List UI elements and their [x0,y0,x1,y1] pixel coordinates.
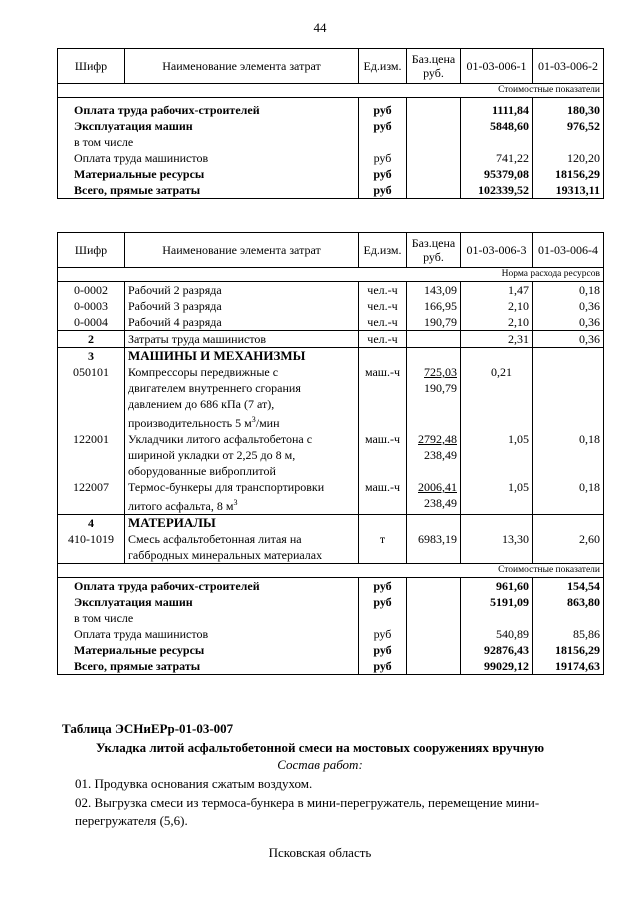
row-value: 2,10 [461,298,533,314]
row-value: 180,30 [533,102,604,118]
row-name: Материальные ресурсы [58,166,359,182]
table-row [58,166,604,182]
table-row [58,610,604,626]
name-line: оборудованные виброплитой [128,464,276,478]
section-code: 4 [58,515,125,532]
row-name: Оплата труда рабочих-строителей [58,578,359,595]
name-line: Термос-бункеры для транспортировки [128,480,325,494]
row-value: 2,31 [461,331,533,348]
page-number: 44 [313,20,327,35]
subheader-row [58,84,604,98]
table-row [58,118,604,134]
row-unit: руб [359,182,407,199]
section-name: МАШИНЫ И МЕХАНИЗМЫ [125,348,359,365]
row-unit: маш.-ч [359,479,407,515]
row-price [407,364,461,431]
row-price [407,479,461,515]
row-unit: маш.-ч [359,431,407,479]
row-unit: руб [359,642,407,658]
row-unit: руб [359,150,407,166]
row-value: 863,80 [533,594,604,610]
row-value: 18156,29 [533,642,604,658]
price-labor: 238,49 [424,448,457,462]
col-norm4-header: 01-03-006-4 [533,233,604,268]
price-base: 2792,48 [418,432,457,446]
table-row [58,594,604,610]
row-unit: руб [359,658,407,675]
subheader-row [58,268,604,282]
row-value: 540,89 [461,626,533,642]
row-price: 6983,19 [407,531,461,564]
row-value: 2,10 [461,314,533,331]
col-name-header: Наименование элемента затрат [125,49,359,84]
row-name: Оплата труда машинистов [58,150,359,166]
resource-table-2 [57,232,604,675]
row-value: 0,21 [461,364,533,431]
price-labor: 190,79 [424,381,457,395]
name-line: Смесь асфальтобетонная литая на [128,532,302,546]
row-name: Всего, прямые затраты [58,658,359,675]
table-row [58,515,604,532]
table-row [58,182,604,199]
row-unit: руб [359,578,407,595]
col-norm2-header: 01-03-006-2 [533,49,604,84]
row-name: в том числе [58,134,359,150]
section-name: Затраты труда машинистов [125,331,359,348]
name-line: Компрессоры передвижные с [128,365,279,379]
table-caption-id: Таблица ЭСНиЕРр-01-03-007 [62,721,234,736]
name-line: Укладчики литого асфальтобетона с [128,432,313,446]
row-value: 13,30 [461,531,533,564]
price-base: 2006,41 [418,480,457,494]
row-value: 0,36 [533,298,604,314]
col-unit-header: Ед.изм. [359,233,407,268]
section-code: 3 [58,348,125,365]
row-name: Оплата труда рабочих-строителей [58,102,359,118]
row-value: 1,05 [461,431,533,479]
col-unit-header: Ед.изм. [359,49,407,84]
row-name: Рабочий 2 разряда [125,282,359,299]
row-value: 85,86 [533,626,604,642]
table-row [58,102,604,118]
row-value: 976,52 [533,118,604,134]
name-line: давлением до 686 кПа (7 ат), [128,397,275,411]
row-price: 190,79 [407,314,461,331]
row-name [125,531,359,564]
row-name: Эксплуатация машин [58,594,359,610]
col-price-header: Баз.цена руб. [407,233,461,268]
table-row [58,531,604,564]
work-item-1: 01. Продувка основания сжатым воздухом. [75,776,313,791]
row-value: 92876,43 [461,642,533,658]
row-value: 5191,09 [461,594,533,610]
row-value: 741,22 [461,150,533,166]
row-value: 19174,63 [533,658,604,675]
row-value: 95379,08 [461,166,533,182]
table-row [58,431,604,479]
row-unit: т [359,531,407,564]
row-code: 122007 [58,479,125,515]
section-name: МАТЕРИАЛЫ [125,515,359,532]
section-code: 2 [58,331,125,348]
row-code: 122001 [58,431,125,479]
row-value: 2,60 [533,531,604,564]
price-labor: 238,49 [424,496,457,510]
table-header-row [58,233,604,268]
row-value: 120,20 [533,150,604,166]
name-line: габбродных минеральных материалах [128,548,323,562]
row-name [125,431,359,479]
row-value [533,364,604,431]
row-value: 0,18 [533,479,604,515]
row-code: 410-1019 [58,531,125,564]
works-heading: Состав работ: [277,757,363,772]
row-value: 5848,60 [461,118,533,134]
name-line: шириной укладки от 2,25 до 8 м, [128,448,296,462]
table-row [58,282,604,299]
row-code: 0-0002 [58,282,125,299]
row-value: 18156,29 [533,166,604,182]
row-value: 1,47 [461,282,533,299]
row-unit: маш.-ч [359,364,407,431]
row-name: Рабочий 3 разряда [125,298,359,314]
row-value: 154,54 [533,578,604,595]
row-value: 0,18 [533,282,604,299]
subheader-row [58,564,604,578]
col-code-header: Шифр [58,49,125,84]
row-price: 166,95 [407,298,461,314]
row-value: 0,36 [533,314,604,331]
row-name [125,364,359,431]
table-caption-title: Укладка литой асфальтобетонной смеси на мостовых сооружениях вручную [95,740,545,755]
cost-table-1 [57,48,604,199]
table-row [58,298,604,314]
subheader-cost: Стоимостные показатели [58,84,604,98]
name-line: двигателем внутреннего сгорания [128,381,301,395]
row-code: 0-0003 [58,298,125,314]
superscript: 3 [251,415,256,424]
row-unit: руб [359,166,407,182]
subheader-norm: Норма расхода ресурсов [58,268,604,282]
table-row [58,150,604,166]
row-name: Оплата труда машинистов [58,626,359,642]
table-row [58,348,604,365]
row-name: Всего, прямые затраты [58,182,359,199]
col-name-header: Наименование элемента затрат [125,233,359,268]
row-value: 0,36 [533,331,604,348]
subheader-cost: Стоимостные показатели [58,564,604,578]
table-header-row [58,49,604,84]
row-code: 050101 [58,364,125,431]
table-row [58,331,604,348]
row-unit: чел.-ч [359,314,407,331]
superscript: 3 [233,498,238,507]
row-value: 102339,52 [461,182,533,199]
table-row [58,314,604,331]
table-row [58,626,604,642]
work-item-2: 02. Выгрузка смеси из термоса-бункера в мини-перегружатель, перемещение мини-перегружателя (5,6). [75,795,540,828]
col-price-header: Баз.цена руб. [407,49,461,84]
row-name: в том числе [58,610,359,626]
row-unit: руб [359,626,407,642]
row-name: Эксплуатация машин [58,118,359,134]
row-name [125,479,359,515]
row-unit: чел.-ч [359,331,407,348]
name-line-suffix: /мин [255,416,280,430]
row-price: 143,09 [407,282,461,299]
row-price [407,431,461,479]
row-name: Рабочий 4 разряда [125,314,359,331]
row-value: 1,05 [461,479,533,515]
table-row [58,364,604,431]
row-value: 961,60 [461,578,533,595]
table-row [58,642,604,658]
col-code-header: Шифр [58,233,125,268]
row-value: 0,18 [533,431,604,479]
row-value: 1111,84 [461,102,533,118]
row-unit: чел.-ч [359,282,407,299]
region-name: Псковская область [268,845,372,860]
row-unit: чел.-ч [359,298,407,314]
row-value: 99029,12 [461,658,533,675]
row-unit: руб [359,594,407,610]
table-row [58,479,604,515]
table-row [58,134,604,150]
name-line: литого асфальта, 8 м [128,499,234,513]
table-row [58,578,604,595]
table-row [58,658,604,675]
row-value: 19313,11 [533,182,604,199]
name-line: производительность 5 м [128,416,252,430]
row-unit: руб [359,118,407,134]
row-name: Материальные ресурсы [58,642,359,658]
price-base: 725,03 [424,365,457,379]
row-code: 0-0004 [58,314,125,331]
row-unit: руб [359,102,407,118]
col-norm1-header: 01-03-006-1 [461,49,533,84]
col-norm3-header: 01-03-006-3 [461,233,533,268]
